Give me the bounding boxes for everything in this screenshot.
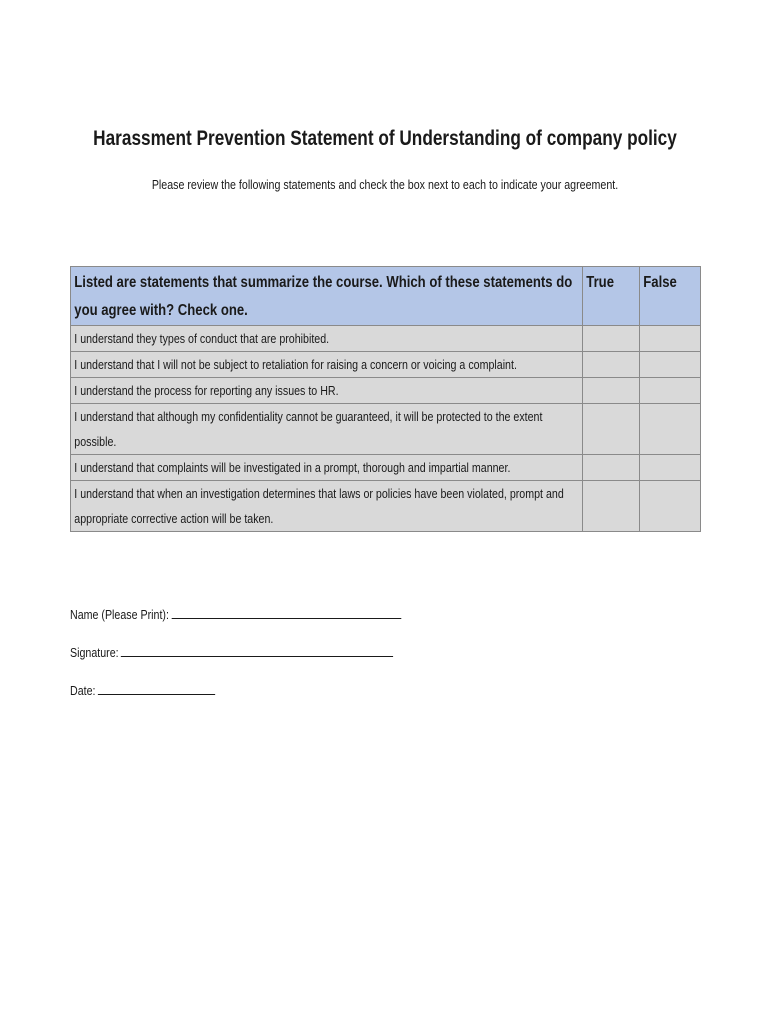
true-checkbox-cell[interactable] — [583, 326, 640, 352]
true-checkbox-cell[interactable] — [583, 455, 640, 481]
statement-cell: I understand that complaints will be investigated in a prompt, thorough and impartial manner. — [71, 455, 583, 481]
table-row — [71, 481, 701, 532]
document-title: Harassment Prevention Statement of Understanding of company policy — [93, 127, 677, 150]
signature-field — [70, 642, 401, 680]
table-row — [71, 404, 701, 455]
false-checkbox-cell[interactable] — [640, 326, 701, 352]
date-field — [70, 680, 401, 718]
true-checkbox-cell[interactable] — [583, 481, 640, 532]
date-label: Date: — [70, 683, 96, 698]
false-column-header: False — [640, 267, 701, 326]
true-checkbox-cell[interactable] — [583, 378, 640, 404]
false-checkbox-cell[interactable] — [640, 378, 701, 404]
false-checkbox-cell[interactable] — [640, 455, 701, 481]
table-header-row — [71, 267, 701, 326]
true-checkbox-cell[interactable] — [583, 404, 640, 455]
statement-cell: I understand that I will not be subject to retaliation for raising a concern or voicing a complaint. — [71, 352, 583, 378]
statements-table — [70, 266, 701, 532]
table-row — [71, 378, 701, 404]
signature-form — [70, 604, 474, 718]
date-input-line[interactable] — [98, 680, 215, 695]
signature-input-line[interactable] — [121, 642, 393, 657]
true-column-header: True — [583, 267, 640, 326]
false-checkbox-cell[interactable] — [640, 352, 701, 378]
name-input-line[interactable] — [171, 604, 401, 619]
signature-label: Signature: — [70, 645, 119, 660]
document-instructions: Please review the following statements and check the box next to each to indicate your agreement. — [151, 177, 619, 192]
statement-cell: I understand that although my confidentiality cannot be guaranteed, it will be protected to the extent possible. — [71, 404, 583, 455]
true-checkbox-cell[interactable] — [583, 352, 640, 378]
name-label: Name (Please Print): — [70, 607, 169, 622]
table-row — [71, 326, 701, 352]
false-checkbox-cell[interactable] — [640, 404, 701, 455]
statement-cell: I understand that when an investigation determines that laws or policies have been violated, prompt and appropriate corrective action will be taken. — [71, 481, 583, 532]
statement-cell: I understand the process for reporting any issues to HR. — [71, 378, 583, 404]
statement-cell: I understand they types of conduct that are prohibited. — [71, 326, 583, 352]
table-row — [71, 352, 701, 378]
false-checkbox-cell[interactable] — [640, 481, 701, 532]
question-header: Listed are statements that summarize the course. Which of these statements do you agree with? Check one. — [71, 267, 583, 326]
name-field — [70, 604, 401, 642]
table-row — [71, 455, 701, 481]
